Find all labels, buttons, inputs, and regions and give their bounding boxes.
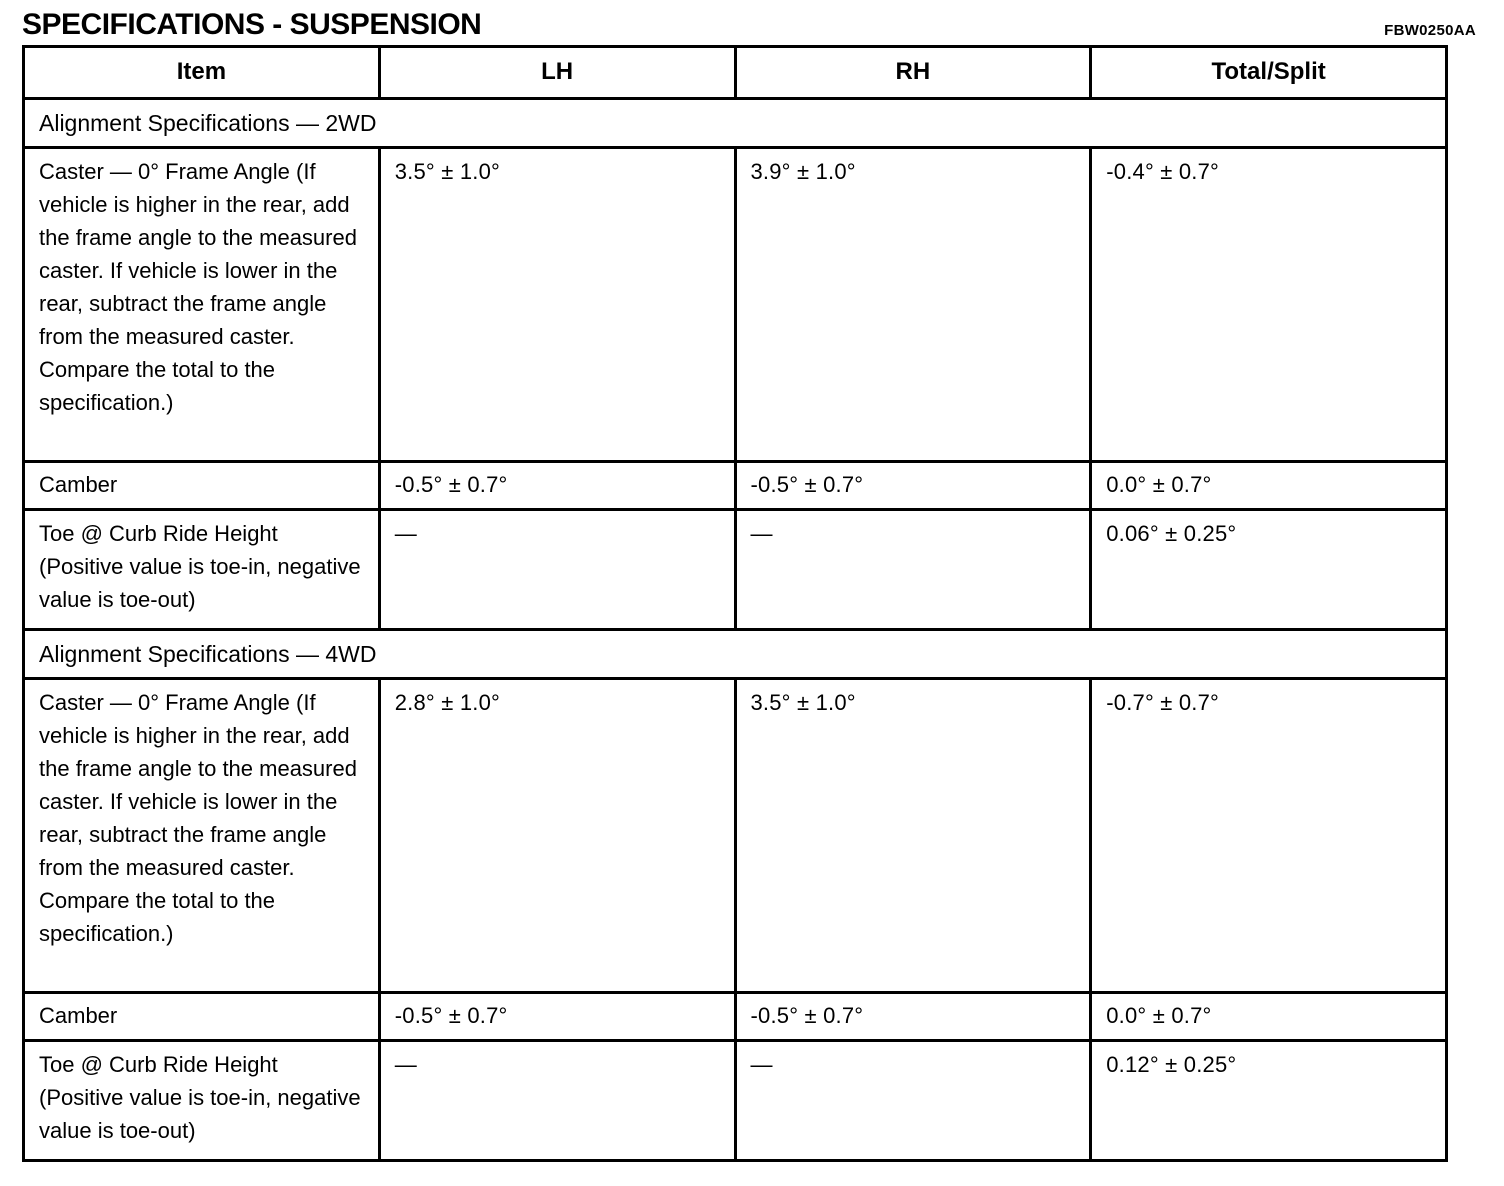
cell-rh: 3.5° ± 1.0° <box>735 679 1091 993</box>
cell-item: Camber <box>24 993 380 1041</box>
cell-item: Caster — 0° Frame Angle (If vehicle is higher in the rear, add the frame angle to the measured caster. If vehicle is lower in the rear, subtract the frame angle from the measured caster. Compare the total to the specification.) <box>24 679 380 993</box>
section-header-label: Alignment Specifications — 2WD <box>24 99 1447 148</box>
cell-total-split: 0.06° ± 0.25° <box>1091 510 1447 630</box>
col-header-item: Item <box>24 47 380 99</box>
cell-total-split: 0.0° ± 0.7° <box>1091 993 1447 1041</box>
cell-total-split: 0.0° ± 0.7° <box>1091 462 1447 510</box>
table-row-camber-2wd <box>24 462 1447 510</box>
col-header-rh: RH <box>735 47 1091 99</box>
table-row-camber-4wd <box>24 993 1447 1041</box>
cell-lh: 3.5° ± 1.0° <box>379 148 735 462</box>
table-row-toe-2wd <box>24 510 1447 630</box>
cell-lh: — <box>379 510 735 630</box>
section-header-label: Alignment Specifications — 4WD <box>24 630 1447 679</box>
cell-lh: 2.8° ± 1.0° <box>379 679 735 993</box>
cell-lh: -0.5° ± 0.7° <box>379 993 735 1041</box>
cell-total-split: 0.12° ± 0.25° <box>1091 1041 1447 1161</box>
col-header-total-split: Total/Split <box>1091 47 1447 99</box>
suspension-spec-table <box>22 45 1448 1162</box>
cell-total-split: -0.7° ± 0.7° <box>1091 679 1447 993</box>
cell-item: Toe @ Curb Ride Height (Positive value is toe-in, negative value is toe-out) <box>24 510 380 630</box>
cell-item: Toe @ Curb Ride Height (Positive value is toe-in, negative value is toe-out) <box>24 1041 380 1161</box>
page-header <box>22 8 1476 41</box>
cell-total-split: -0.4° ± 0.7° <box>1091 148 1447 462</box>
cell-rh: -0.5° ± 0.7° <box>735 993 1091 1041</box>
cell-rh: — <box>735 1041 1091 1161</box>
section-header-row-2wd <box>24 99 1447 148</box>
col-header-lh: LH <box>379 47 735 99</box>
cell-item: Caster — 0° Frame Angle (If vehicle is higher in the rear, add the frame angle to the measured caster. If vehicle is lower in the rear, subtract the frame angle from the measured caster. Compare the total to the specification.) <box>24 148 380 462</box>
cell-rh: 3.9° ± 1.0° <box>735 148 1091 462</box>
page-title: SPECIFICATIONS - SUSPENSION <box>22 8 482 41</box>
cell-rh: — <box>735 510 1091 630</box>
cell-lh: — <box>379 1041 735 1161</box>
section-header-row-4wd <box>24 630 1447 679</box>
table-row-caster-4wd <box>24 679 1447 993</box>
table-row-toe-4wd <box>24 1041 1447 1161</box>
table-row-caster-2wd <box>24 148 1447 462</box>
doc-code: FBW0250AA <box>1384 22 1476 39</box>
cell-lh: -0.5° ± 0.7° <box>379 462 735 510</box>
column-header-row <box>24 47 1447 99</box>
cell-rh: -0.5° ± 0.7° <box>735 462 1091 510</box>
cell-item: Camber <box>24 462 380 510</box>
